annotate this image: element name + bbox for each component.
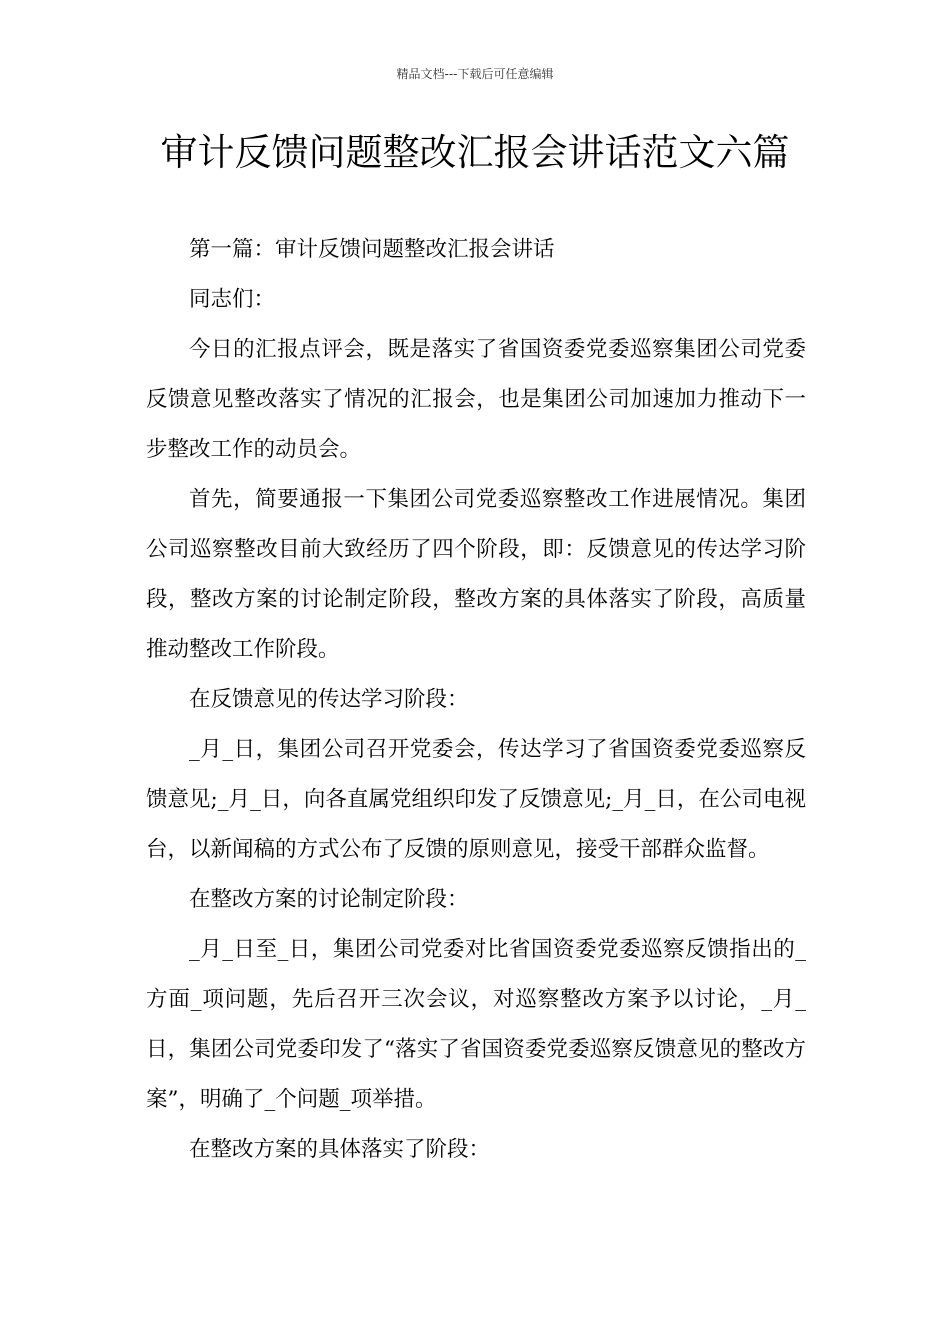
paragraph: 首先，简要通报一下集团公司党委巡察整改工作进展情况。集团公司巡察整改目前大致经历了四个阶段，即：反馈意见的传达学习阶段，整改方案的讨论制定阶段，整改方案的具体落实了阶段，高质量推动整改工作阶段。 [146, 487, 806, 662]
document-body [146, 225, 806, 1175]
paragraph-salutation: 同志们： [189, 287, 276, 312]
paragraph-subheading: 在整改方案的讨论制定阶段： [189, 887, 469, 912]
page-header-note: 精品文档---下载后可任意编辑 [396, 67, 554, 81]
document-title: 审计反馈问题整改汇报会讲话范文六篇 [160, 131, 790, 174]
paragraph: _月_日，集团公司召开党委会，传达学习了省国资委党委巡察反馈意见;_月_日，向各直属党组织印发了反馈意见;_月_日，在公司电视台，以新闻稿的方式公布了反馈的原则意见，接受干部群众监督。 [146, 737, 806, 862]
paragraph: _月_日至_日，集团公司党委对比省国资委党委巡察反馈指出的_方面_项问题，先后召开三次会议，对巡察整改方案予以讨论，_月_日，集团公司党委印发了“落实了省国资委党委巡察反馈意见的整改方案”，明确了_个问题_项举措。 [146, 937, 806, 1112]
paragraph-subheading: 在整改方案的具体落实了阶段： [189, 1137, 491, 1162]
paragraph-section-heading: 第一篇：审计反馈问题整改汇报会讲话 [189, 237, 555, 262]
paragraph: 今日的汇报点评会，既是落实了省国资委党委巡察集团公司党委反馈意见整改落实了情况的汇报会，也是集团公司加速加力推动下一步整改工作的动员会。 [146, 337, 806, 462]
paragraph-subheading: 在反馈意见的传达学习阶段： [189, 687, 469, 712]
